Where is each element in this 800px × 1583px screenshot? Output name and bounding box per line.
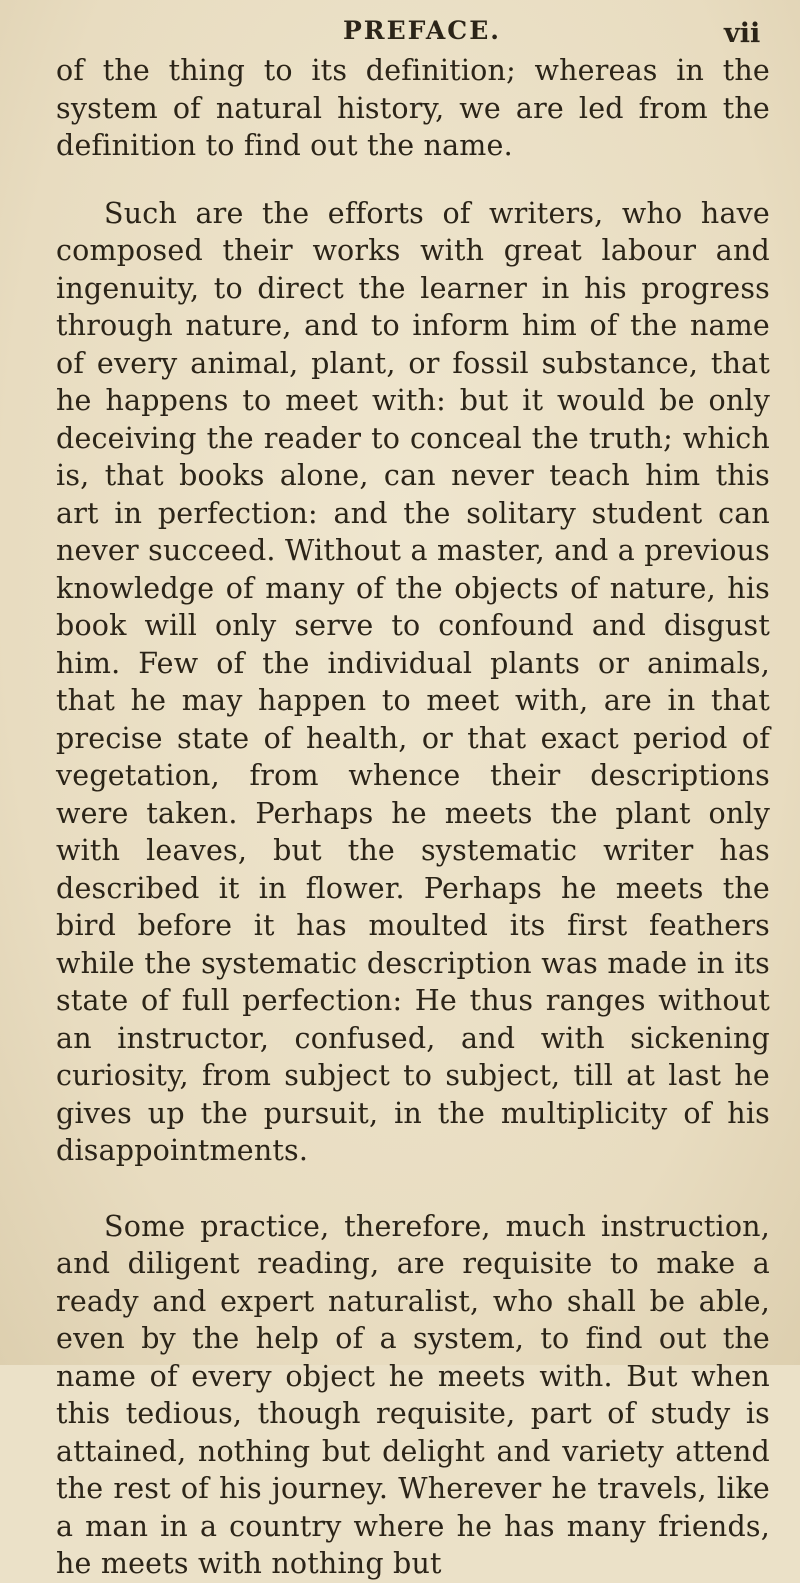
- paragraph-some-practice: Some practice, therefore, much instruction, and diligent reading, are requisite to make a ready and expert naturalist, who shall be able, even by the help of a system, to find out the name of every object he meets with. But when this tedious, though requisite, part of study is attained, nothing but delight and variety attend the rest of his journey. Wherever he travels, like a man in a country where he has many friends, he meets with nothing but: [56, 1209, 770, 1580]
- paragraph-efforts-of-writers: Such are the efforts of writers, who have composed their works with great labour and ingenuity, to direct the learner in his progress through nature, and to inform him of the name of every animal, plant, or fossil substance, that he happens to meet with: but it would be only deceiving the reader to conceal the truth; which is, that books alone, can never teach him this art in perfection: and the solitary student can never succeed. Without a master, and a previous knowledge of many of the objects of nature, his book will only serve to confound and disgust him. Few of the individual plants or animals, that he may happen to meet with, are in that precise state of health, or that exact period of vegetation, from whence their descriptions were taken. Perhaps he meets the plant only with leaves, but the systematic writer has described it in flower. Perhaps he meets the bird before it has moulted its first feathers while the systematic description was made in its state of full perfection: He thus ranges without an instructor, confused, and with sickening curiosity, from subject to subject, till at last he gives up the pursuit, in the multiplicity of his disappointments.: [56, 196, 770, 1167]
- page-number: vii: [724, 18, 761, 49]
- body-text: [56, 52, 770, 1583]
- page-header: [0, 14, 800, 54]
- paragraph-continued: of the thing to its definition; whereas in the system of natural history, we are led from the definition to find out the name.: [56, 54, 770, 162]
- running-head: PREFACE.: [343, 16, 501, 45]
